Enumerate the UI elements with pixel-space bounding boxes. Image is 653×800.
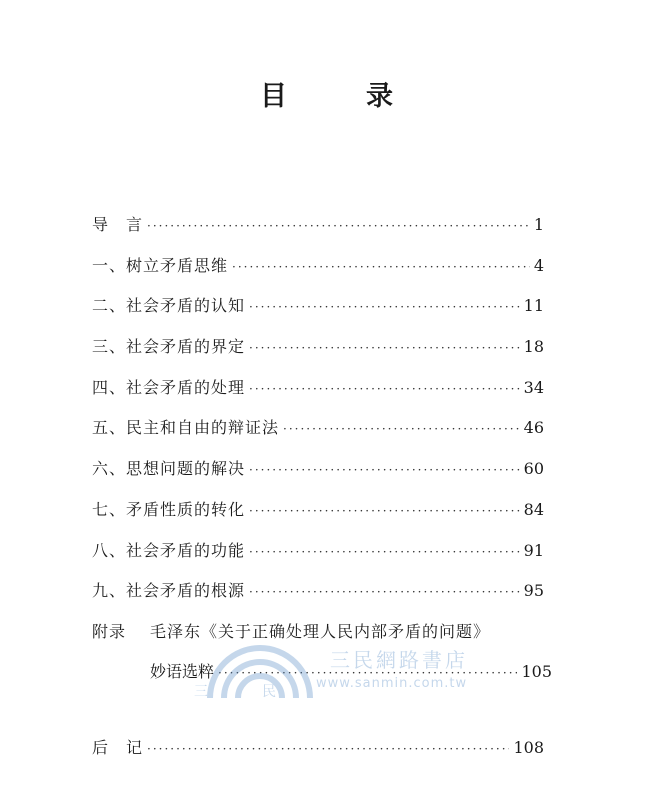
dot-leader — [249, 369, 520, 410]
toc-entry-page: 11 — [523, 296, 544, 316]
watermark-name: 三民網路書店 — [330, 648, 468, 672]
toc-entry-page: 4 — [533, 255, 544, 275]
dot-leader — [249, 328, 520, 369]
dot-leader — [249, 532, 520, 573]
toc-entry-page: 18 — [523, 337, 544, 357]
toc-list — [92, 205, 544, 612]
toc-entry[interactable] — [92, 408, 544, 449]
appendix-title-line — [92, 612, 552, 652]
appendix-tag: 附录 — [92, 622, 127, 641]
toc-entry-label: 导 言 — [92, 215, 144, 234]
toc-entry[interactable] — [92, 327, 544, 368]
toc-entry-label: 四、社会矛盾的处理 — [92, 377, 246, 397]
afterword-entry[interactable] — [92, 728, 544, 768]
toc-entry-page: 46 — [523, 418, 544, 438]
dot-leader — [218, 653, 517, 693]
toc-entry-page: 1 — [533, 215, 544, 234]
toc-entry-label: 九、社会矛盾的根源 — [92, 581, 246, 601]
toc-entry[interactable] — [92, 449, 544, 490]
toc-entry-page: 34 — [523, 377, 544, 397]
toc-entry-label: 三、社会矛盾的界定 — [92, 337, 246, 357]
toc-entry-page: 60 — [523, 459, 544, 479]
toc-entry[interactable] — [92, 571, 544, 612]
toc-entry[interactable] — [92, 286, 544, 327]
toc-entry-label: 八、社会矛盾的功能 — [92, 540, 246, 560]
dot-leader — [249, 450, 520, 491]
appendix-entry[interactable] — [92, 612, 552, 692]
svg-text:三: 三 — [194, 684, 208, 700]
page-title: 目 录 — [260, 81, 419, 112]
afterword-label: 后 记 — [92, 738, 144, 757]
appendix-subtitle-line — [150, 652, 552, 692]
svg-text:民: 民 — [262, 684, 276, 700]
toc-entry[interactable] — [92, 246, 544, 287]
toc-entry[interactable] — [92, 205, 544, 246]
toc-entry[interactable] — [92, 531, 544, 572]
toc-entry-label: 七、矛盾性质的转化 — [92, 499, 246, 519]
dot-leader — [232, 247, 530, 288]
afterword-page: 108 — [513, 738, 544, 757]
dot-leader — [283, 409, 520, 450]
toc-entry[interactable] — [92, 490, 544, 531]
appendix-subtitle: 妙语选粹 — [150, 662, 215, 681]
toc-entry-page: 95 — [523, 581, 544, 601]
toc-entry-page: 84 — [523, 499, 544, 519]
dot-leader — [249, 287, 520, 328]
toc-entry-page: 91 — [523, 540, 544, 560]
toc-entry-label: 二、社会矛盾的认知 — [92, 296, 246, 316]
dot-leader — [249, 572, 520, 613]
appendix-page: 105 — [521, 662, 552, 681]
dot-leader — [147, 729, 509, 769]
toc-entry[interactable] — [92, 368, 544, 409]
watermark-url: www.sanmin.com.tw — [316, 676, 468, 691]
dot-leader — [147, 206, 530, 247]
dot-leader — [249, 491, 520, 532]
appendix-title: 毛泽东《关于正确处理人民内部矛盾的问题》 — [150, 622, 491, 641]
toc-entry-label: 六、思想问题的解决 — [92, 459, 246, 479]
toc-entry-label: 一、树立矛盾思维 — [92, 255, 229, 275]
toc-entry-label: 五、民主和自由的辩证法 — [92, 418, 280, 438]
